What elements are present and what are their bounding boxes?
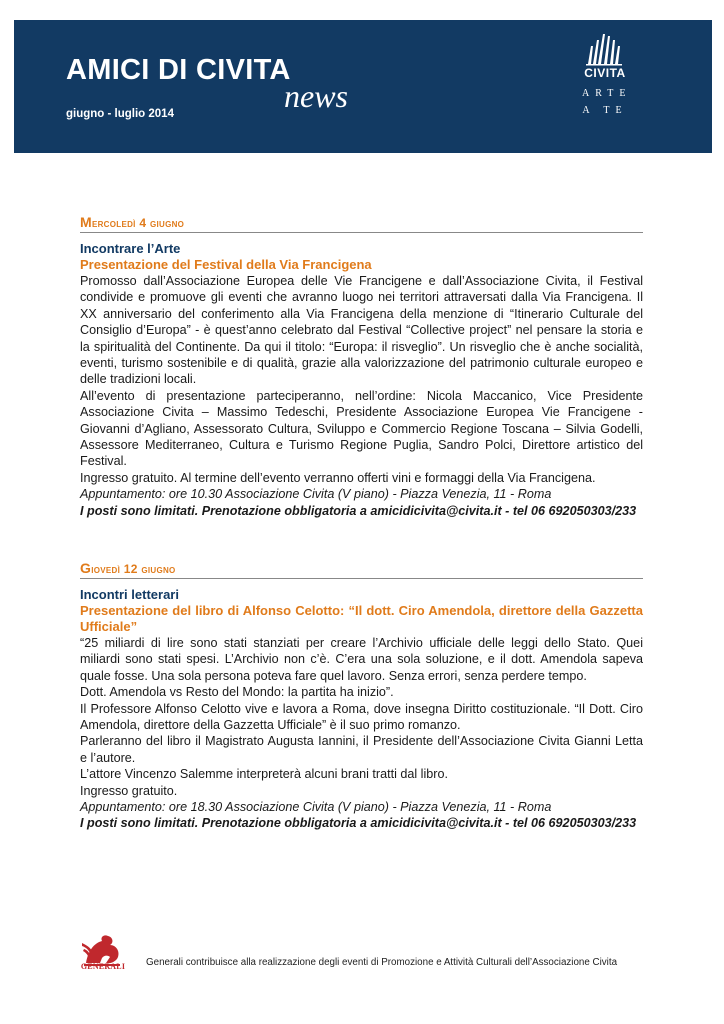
generali-wordmark: GENERALI [80,962,126,971]
civita-columns-icon [582,32,628,66]
event-paragraph: “25 miliardi di lire sono stati stanziati per creare l’Archivio ufficiale delle leggi dello Stato. Quei miliardi sono stati spesi. L’Archivio non c’è. C’era una sola soluzione, e il dott. Amendola sapeva quale fosse. Una sola persona poteva fare quel lavoro. Senza errori, senza perdere tempo. [80,636,643,683]
event-paragraph: Ingresso gratuito. Al termine dell’evento verranno offerti vini e formaggi della Via Francigena. [80,470,596,485]
logo-line-arte: ARTE [582,88,632,99]
event-day-heading: Mercoledì 4 giugno [80,214,643,233]
event-paragraph: Ingresso gratuito. [80,783,178,798]
issue-date: giugno - luglio 2014 [66,108,174,120]
newsletter-title: AMICI DI CIVITA [66,54,291,86]
event-booking: I posti sono limitati. Prenotazione obbligatoria a amicidicivita@civita.it - tel 06 692050303/233 [80,816,637,831]
newsletter-news-wordmark: news [284,78,348,114]
event-booking: I posti sono limitati. Prenotazione obbligatoria a amicidicivita@civita.it - tel 06 692050303/233 [80,503,637,518]
event-appointment: Appuntamento: ore 18.30 Associazione Civita (V piano) - Piazza Venezia, 11 - Roma [80,800,552,815]
event-series: Incontrare l’Arte [80,241,181,256]
event-paragraph: Promosso dall’Associazione Europea delle Vie Francigene e dall’Associazione Civita, il Festival condivide e promuove gli eventi che avranno luogo nei territori attraversati dalla Via Francigena. Il XX anniversario del conferimento alla Via Francigena della menzione di “Itinerario Culturale del Consiglio d’Europa” - è quest’anno celebrato dal Festival “Collective project” nel pensare la storia e la spiritualità del Continente. Da qui il titolo: “Europa: il risveglio”. Un risveglio che è anche socialità, eventi, turismo sostenibile e di qualità, grazie alla valorizzazione del patrimonio culturale europeo e delle tradizioni locali. [80,274,643,387]
event-appointment: Appuntamento: ore 10.30 Associazione Civita (V piano) - Piazza Venezia, 11 - Roma [80,487,552,502]
logo-wordmark: CIVITA [584,66,626,80]
event-day-heading: Giovedì 12 giugno [80,560,643,579]
event-title: Presentazione del Festival della Via Francigena [80,257,372,272]
logo-line-a-te: A TE [582,105,628,116]
sponsor-note: Generali contribuisce alla realizzazione degli eventi di Promozione e Attività Culturali dell’Associazione Civita [146,957,618,968]
event-title: Presentazione del libro di Alfonso Celotto: “Il dott. Ciro Amendola, direttore della Gazzetta Ufficiale” [80,603,643,634]
event-paragraph: All’evento di presentazione parteciperanno, nell’ordine: Nicola Maccanico, Vice Presidente Associazione Civita – Massimo Tedeschi, Presidente Associazione Europea Vie Francigene - Giovanni d’Agliano, Assessorato Cultura, Sviluppo e Commercio Regione Toscana – Silvia Godelli, Assessore Mediterraneo, Cultura e Turismo Regione Puglia, Sandro Polci, Direttore artistico del Festival. [80,388,643,469]
event-paragraph: L’attore Vincenzo Salemme interpreterà alcuni brani tratti dal libro. [80,767,448,782]
event-paragraph: Parleranno del libro il Magistrato Augusta Iannini, il Presidente dell’Associazione Civita Gianni Letta e l’autore. [80,734,643,765]
event-section [80,214,643,519]
event-series: Incontri letterari [80,587,179,602]
event-paragraph: Dott. Amendola vs Resto del Mondo: la partita ha inizio”. [80,685,394,700]
event-paragraph: Il Professore Alfonso Celotto vive e lavora a Roma, dove insegna Diritto costituzionale. “Il Dott. Ciro Amendola, direttore della Gazzetta Ufficiale” è il suo primo romanzo. [80,701,643,733]
event-section [80,560,643,832]
civita-logo [582,32,632,140]
